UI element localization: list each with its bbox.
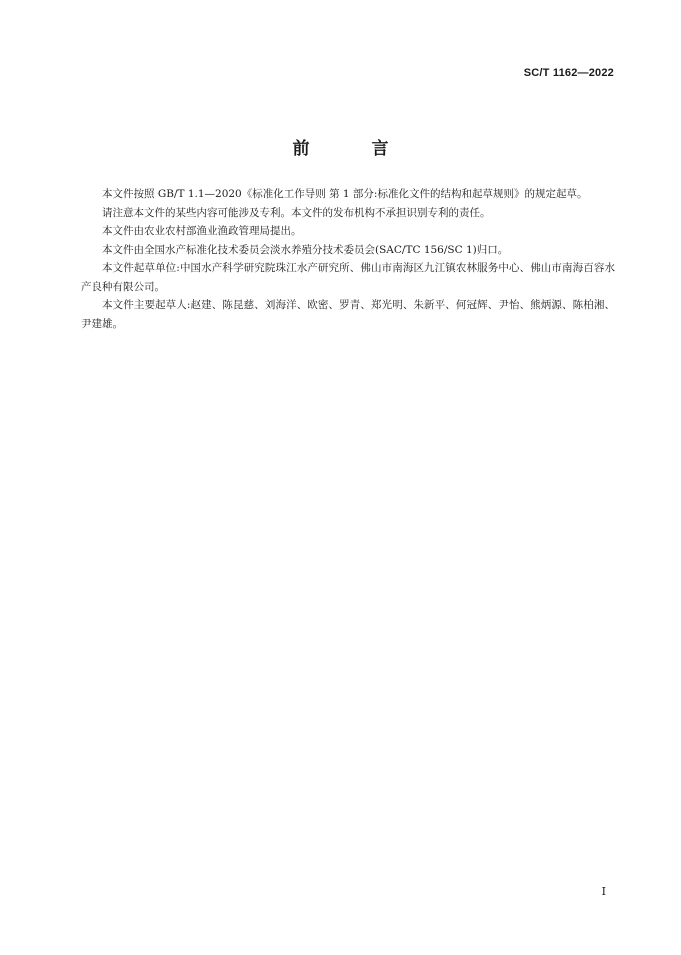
paragraph-drafting-units: 本文件起草单位:中国水产科学研究院珠江水产研究所、佛山市南海区九江镇农林服务中心、佛山市南海百容水产良种有限公司。	[81, 262, 615, 293]
foreword-body	[81, 185, 615, 333]
document-code: SC/T 1162—2022	[523, 67, 614, 79]
paragraph-drafting-rules: 本文件按照 GB/T 1.1—2020《标准化工作导则 第 1 部分:标准化文件的结构和起草规则》的规定起草。	[102, 188, 588, 200]
paragraph-proposed-by: 本文件由农业农村部渔业渔政管理局提出。	[102, 225, 302, 237]
paragraph-patent-notice: 请注意本文件的某些内容可能涉及专利。本文件的发布机构不承担识别专利的责任。	[102, 206, 491, 219]
paragraph-main-drafters: 本文件主要起草人:赵建、陈昆慈、刘海洋、欧密、罗青、郑光明、朱新平、何冠辉、尹怡、熊炳源、陈柏湘、尹建雄。	[81, 299, 615, 330]
paragraph-under-jurisdiction: 本文件由全国水产标准化技术委员会淡水养殖分技术委员会(SAC/TC 156/SC 1)归口。	[102, 243, 509, 256]
page-title: 前 言	[292, 139, 417, 159]
page-number: I	[601, 885, 606, 898]
